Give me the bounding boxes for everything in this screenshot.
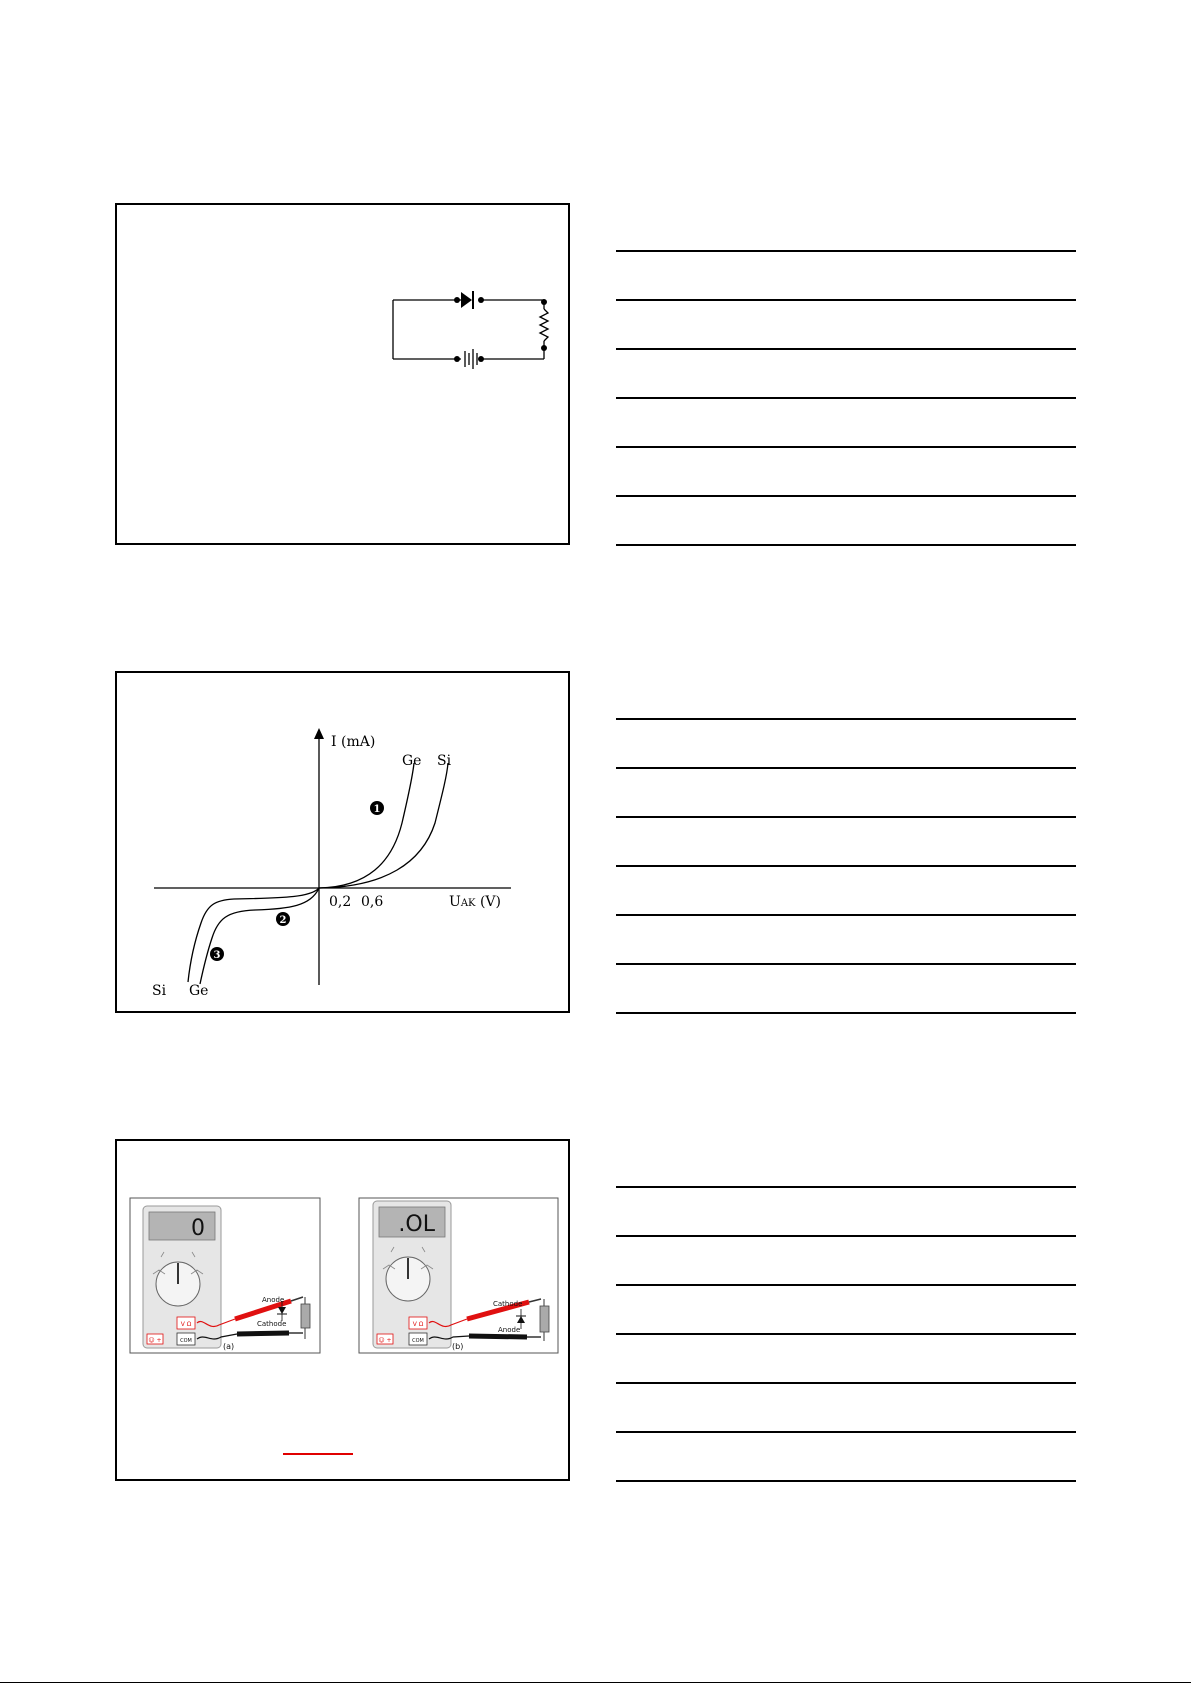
note-line	[616, 1235, 1076, 1237]
page-bottom-rule	[0, 1682, 1191, 1683]
meter-reading-b: .OL	[398, 1212, 435, 1237]
note-line	[616, 250, 1076, 252]
multimeter-panel-a	[130, 1198, 320, 1353]
anode-label-a: Anode	[262, 1296, 285, 1304]
note-line	[616, 1431, 1076, 1433]
svg-text:1: 1	[373, 804, 381, 815]
multimeter-illustrations	[117, 1141, 568, 1479]
tick-label-0-6: 0,6	[361, 894, 384, 910]
note-line	[616, 1284, 1076, 1286]
svg-text:V Ω: V Ω	[180, 1321, 192, 1328]
multimeter-panel-b	[359, 1198, 558, 1353]
curve-label-ge-bottom: Ge	[189, 983, 209, 999]
caption-b: (b)	[452, 1342, 464, 1351]
note-line	[616, 767, 1076, 769]
cathode-label-b: Cathode	[493, 1300, 523, 1308]
meter-display-a	[149, 1212, 215, 1240]
note-line	[616, 914, 1076, 916]
svg-text:COM: COM	[412, 1338, 424, 1344]
marker-1-icon	[370, 801, 384, 815]
svg-text:COM: COM	[180, 1338, 192, 1344]
svg-text:☺ +: ☺ +	[378, 1337, 392, 1344]
y-axis-label: I (mA)	[331, 734, 376, 750]
note-line	[616, 1480, 1076, 1482]
note-line	[616, 718, 1076, 720]
svg-text:V Ω: V Ω	[412, 1321, 424, 1328]
notes-area-1	[616, 250, 1076, 570]
note-line	[616, 1186, 1076, 1188]
notes-area-2	[616, 718, 1076, 1038]
svg-text:2: 2	[279, 915, 287, 926]
note-line	[616, 495, 1076, 497]
cathode-label-a: Cathode	[257, 1320, 287, 1328]
slide-diode-circuit	[115, 203, 570, 545]
curve-reverse-si	[188, 888, 319, 982]
black-probe-a	[237, 1333, 289, 1334]
curve-label-si-top: Si	[437, 753, 452, 769]
iv-curve-diagram	[117, 673, 568, 1011]
x-axis-label: UAK (V)	[449, 894, 501, 910]
marker-2-icon	[276, 912, 290, 926]
note-line	[616, 1382, 1076, 1384]
resistor-b-icon	[540, 1306, 549, 1332]
diode-circuit-diagram	[117, 205, 568, 543]
note-line	[616, 1012, 1076, 1014]
black-probe-b	[469, 1336, 527, 1337]
caption-a: (a)	[223, 1342, 235, 1351]
marker-3-icon	[210, 947, 224, 961]
slide-iv-characteristic	[115, 671, 570, 1013]
note-line	[616, 348, 1076, 350]
note-line	[616, 446, 1076, 448]
resistor-icon	[540, 309, 548, 341]
svg-text:3: 3	[213, 950, 221, 961]
y-axis-arrow-icon	[314, 728, 324, 739]
resistor-a-icon	[301, 1304, 310, 1328]
svg-text:☺ +: ☺ +	[148, 1337, 162, 1344]
note-line	[616, 963, 1076, 965]
note-line	[616, 544, 1076, 546]
curve-forward-si	[319, 763, 448, 888]
anode-label-b: Anode	[498, 1326, 521, 1334]
note-line	[616, 816, 1076, 818]
tick-label-0-2: 0,2	[329, 894, 352, 910]
slide-multimeter-test	[115, 1139, 570, 1481]
diode-icon	[461, 291, 473, 309]
note-line	[616, 865, 1076, 867]
curve-label-ge-top: Ge	[402, 753, 422, 769]
note-line	[616, 397, 1076, 399]
note-line	[616, 299, 1076, 301]
curve-label-si-bottom: Si	[152, 983, 167, 999]
meter-reading-a: 0	[191, 1216, 205, 1241]
notes-area-3	[616, 1186, 1076, 1506]
note-line	[616, 1333, 1076, 1335]
